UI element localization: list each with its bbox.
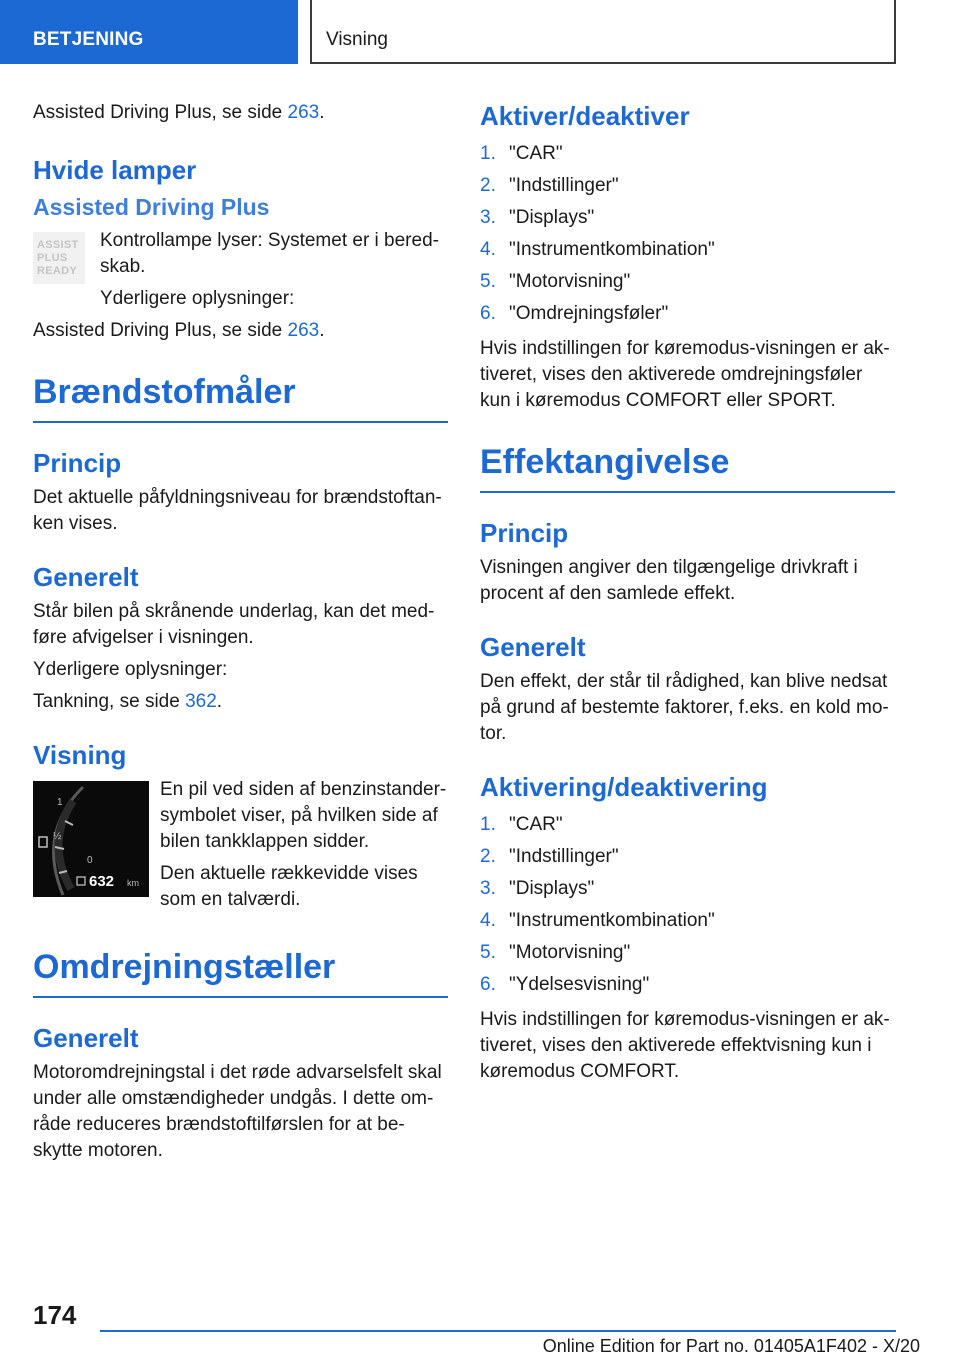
- list-item: 6. "Ydelsesvisning": [480, 974, 650, 995]
- header-section-tab: BETJENING: [0, 0, 298, 64]
- power-general-text: Den effekt, der står til rådighed, kan blive nedsat på grund af bestemte faktorer, f.eks. en kold motor.: [480, 671, 889, 744]
- list-item: 4. "Instrumentkombination": [480, 910, 715, 931]
- power-principle-heading: Princip: [480, 518, 569, 548]
- page-number: 174: [33, 1300, 77, 1330]
- power-note: Hvis indstillingen for køremodus-visningen er aktiveret, vises den aktiverede effektvisning kun i køremodus COMFORT.: [480, 1009, 890, 1082]
- activate-heading: Aktiver/deaktiver: [480, 101, 690, 131]
- white-lamps-heading: Hvide lamper: [33, 155, 197, 185]
- fuel-display-text-2: Den aktuelle rækkevidde vises som en talværdi.: [160, 863, 418, 910]
- left-column: [33, 100, 448, 1170]
- power-activation-heading: Aktivering/deaktivering: [480, 772, 768, 802]
- range-value: 632: [89, 873, 115, 890]
- list-item: 3. "Displays": [480, 207, 595, 228]
- gauge-label-full: 1: [57, 797, 63, 808]
- fuel-display-text-1: En pil ved siden af benzinstandersymbolet viser, på hvilken side af bilen tankklappen sidder.: [160, 779, 447, 852]
- footer-divider: [100, 1330, 896, 1332]
- fuel-gauge-image: [33, 781, 149, 897]
- fuel-general-heading: Generelt: [33, 562, 139, 592]
- list-item: 2. "Indstillinger": [480, 846, 619, 867]
- lamp-figure-row: [33, 228, 448, 318]
- fuel-principle-heading: Princip: [33, 448, 122, 478]
- list-item: 2. "Indstillinger": [480, 175, 619, 196]
- edition-text: Online Edition for Part no. 01405A1F402 - X/20: [542, 1336, 920, 1356]
- assist-plus-ready-icon: ASSIST PLUS READY: [33, 232, 85, 284]
- gauge-arc-track: [58, 801, 73, 889]
- gauge-label-empty: 0: [87, 855, 93, 866]
- fuel-page-link[interactable]: 362: [185, 691, 217, 712]
- rpm-general-text: Motoromdrejningstal i det røde advarselsfelt skal under alle omstændigheder undgås. I dette område reduceres brændstoftilførslen for at beskytte motoren.: [33, 1062, 442, 1161]
- fuel-display-heading: Visning: [33, 740, 127, 770]
- list-item: 1. "CAR": [480, 814, 563, 835]
- fuel-pump-icon: [39, 837, 47, 847]
- activate-steps-list: [480, 138, 895, 330]
- intro-page-link[interactable]: 263: [287, 102, 320, 123]
- range-fuel-icon: [77, 877, 85, 885]
- rpm-general-heading: Generelt: [33, 1023, 139, 1053]
- power-principle-text: Visningen angiver den tilgængelige drivkraft i procent af den samlede effekt.: [480, 557, 858, 604]
- power-general-heading: Generelt: [480, 632, 586, 662]
- lamp-description: Kontrollampe lyser: Systemet er i beredskab.: [100, 230, 439, 277]
- right-column: [480, 100, 895, 1091]
- list-item: 3. "Displays": [480, 878, 595, 899]
- gauge-label-half: ½: [53, 831, 62, 842]
- power-steps-list: [480, 809, 895, 1001]
- power-heading: Effektangivelse: [480, 442, 895, 493]
- fuel-gauge-heading: Brændstofmåler: [33, 372, 448, 423]
- list-item: 5. "Motorvisning": [480, 271, 631, 292]
- list-item: 5. "Motorvisning": [480, 942, 631, 963]
- fuel-general-text: Står bilen på skrånende underlag, kan det medføre afvigelser i visningen.: [33, 601, 435, 648]
- fuel-principle-text: Det aktuelle påfyldningsniveau for brændstoftanken vises.: [33, 487, 442, 534]
- fuel-more-info: Yderligere oplysninger:: [33, 659, 228, 680]
- list-item: 6. "Omdrejningsføler": [480, 303, 669, 324]
- range-unit: km: [127, 878, 139, 888]
- fuel-reference: Tankning, se side 362.: [33, 691, 223, 712]
- lamp-page-link[interactable]: 263: [287, 320, 320, 341]
- lamp-reference: Assisted Driving Plus, se side 263.: [33, 320, 325, 341]
- assisted-driving-heading: Assisted Driving Plus: [33, 194, 270, 220]
- lamp-more-info: Yderligere oplysninger:: [100, 288, 295, 309]
- fuel-figure-row: [33, 777, 448, 919]
- list-item: 4. "Instrumentkombination": [480, 239, 715, 260]
- intro-paragraph: Assisted Driving Plus, se side 263.: [33, 102, 325, 123]
- header-chapter-tab: Visning: [310, 0, 896, 64]
- activate-note: Hvis indstillingen for køremodus-visningen er aktiveret, vises den aktiverede omdrejningsføler kun i køremodus COMFORT eller SPORT.: [480, 338, 890, 411]
- list-item: 1. "CAR": [480, 143, 563, 164]
- rpm-heading: Omdrejningstæller: [33, 947, 448, 998]
